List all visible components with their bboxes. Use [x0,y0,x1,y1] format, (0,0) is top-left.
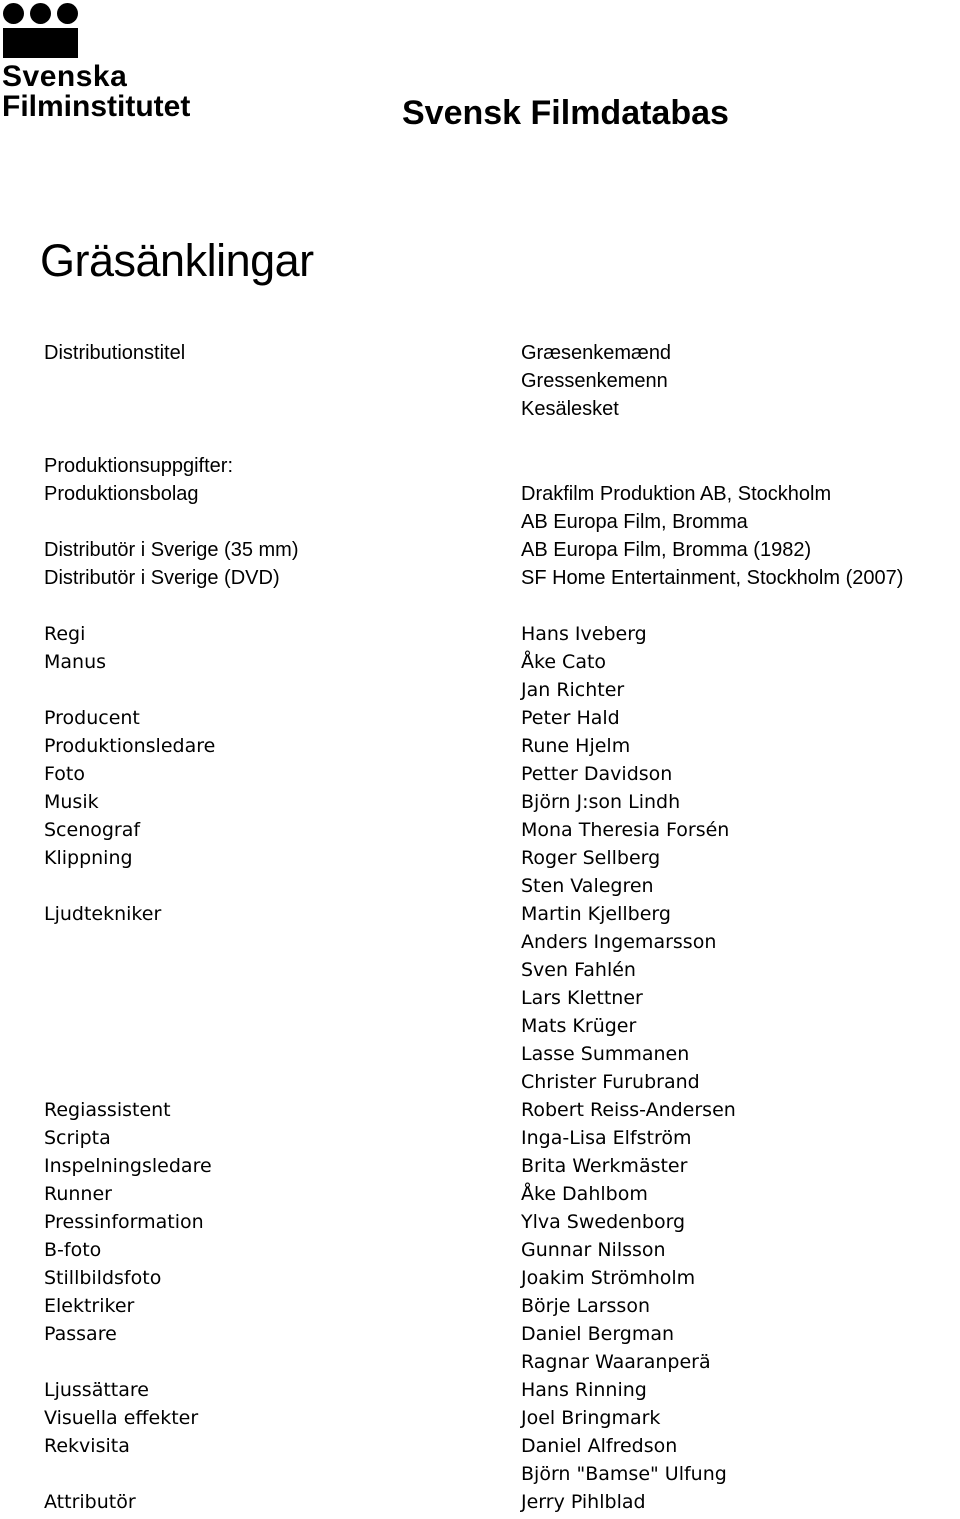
credit-row [0,872,960,900]
svenska-filminstitutet-logo [0,0,210,130]
credit-role: Produktionsledare [44,735,216,757]
credit-role: Manus [44,651,107,673]
credit-row [0,1208,960,1236]
distribution-title-value: Græsenkemænd [521,342,672,364]
logo-dot [57,3,78,24]
credit-row [0,788,960,816]
credit-row [0,1264,960,1292]
credit-row [0,760,960,788]
credit-name: Lasse Summanen [521,1043,690,1065]
credit-name: Mona Theresia Forsén [521,819,730,841]
credit-row [0,1124,960,1152]
production-row [0,480,960,508]
credit-row [0,1152,960,1180]
logo-text-line2: Filminstitutet [2,90,191,123]
credit-row [0,704,960,732]
credit-name: Christer Furubrand [521,1071,700,1093]
credit-row [0,1236,960,1264]
credit-row [0,1376,960,1404]
distribution-title-label: Distributionstitel [44,342,186,364]
credit-name: Joel Bringmark [521,1407,661,1429]
credit-row [0,844,960,872]
distribution-title-row [0,367,960,395]
logo-dot [3,3,24,24]
credit-row [0,1180,960,1208]
credit-row [0,956,960,984]
credit-role: Regiassistent [44,1099,171,1121]
production-row [0,564,960,592]
production-label: Distributör i Sverige (DVD) [44,567,280,589]
credit-name: Brita Werkmäster [521,1155,688,1177]
credit-row [0,1096,960,1124]
production-label: Produktionsbolag [44,483,199,505]
credit-name: Rune Hjelm [521,735,631,757]
credit-role: Inspelningsledare [44,1155,212,1177]
credit-role: Runner [44,1183,112,1205]
credit-role: Stillbildsfoto [44,1267,162,1289]
credit-row [0,1292,960,1320]
credit-name: Petter Davidson [521,763,673,785]
credit-role: Ljussättare [44,1379,149,1401]
credit-role: B-foto [44,1239,102,1261]
credit-row [0,1488,960,1516]
credit-role: Foto [44,763,85,785]
credit-name: Roger Sellberg [521,847,661,869]
credit-role: Passare [44,1323,117,1345]
credit-name: Gunnar Nilsson [521,1239,666,1261]
credit-row [0,732,960,760]
production-value: AB Europa Film, Bromma (1982) [521,539,812,561]
credit-row [0,648,960,676]
credit-row [0,1404,960,1432]
credit-name: Hans Rinning [521,1379,647,1401]
credit-name: Mats Krüger [521,1015,637,1037]
credit-name: Björn "Bamse" Ulfung [521,1463,727,1485]
credit-role: Rekvisita [44,1435,130,1457]
production-heading: Produktionsuppgifter: [44,455,234,477]
production-label: Distributör i Sverige (35 mm) [44,539,299,561]
credit-role: Klippning [44,847,133,869]
credit-name: Martin Kjellberg [521,903,671,925]
credit-name: Ragnar Waaranperä [521,1351,711,1373]
credit-role: Scenograf [44,819,141,841]
credit-name: Sven Fahlén [521,959,636,981]
credit-role: Musik [44,791,99,813]
film-title: Gräsänklingar [40,235,314,286]
credit-role: Producent [44,707,140,729]
distribution-title-value: Gressenkemenn [521,370,668,392]
production-value: Drakfilm Produktion AB, Stockholm [521,483,832,505]
credit-row [0,1320,960,1348]
production-row [0,508,960,536]
credit-row [0,984,960,1012]
production-value: SF Home Entertainment, Stockholm (2007) [521,567,904,589]
credit-row [0,1460,960,1488]
credit-name: Anders Ingemarsson [521,931,717,953]
production-value: AB Europa Film, Bromma [521,511,748,533]
credit-name: Inga-Lisa Elfström [521,1127,692,1149]
credit-name: Åke Dahlbom [521,1183,648,1205]
credit-row [0,620,960,648]
credit-name: Peter Hald [521,707,620,729]
credit-name: Robert Reiss-Andersen [521,1099,736,1121]
credit-row [0,1348,960,1376]
distribution-title-row [0,339,960,367]
credit-row [0,1068,960,1096]
credit-role: Visuella effekter [44,1407,199,1429]
distribution-title-row [0,395,960,423]
credit-name: Hans Iveberg [521,623,647,645]
credit-role: Pressinformation [44,1211,204,1233]
credit-name: Daniel Alfredson [521,1435,678,1457]
database-title: Svensk Filmdatabas [402,94,729,132]
credit-row [0,676,960,704]
credit-name: Jerry Pihlblad [521,1491,646,1513]
credit-name: Björn J:son Lindh [521,791,681,813]
credit-row [0,1012,960,1040]
credit-role: Regi [44,623,86,645]
credit-row [0,816,960,844]
credit-name: Sten Valegren [521,875,654,897]
credit-name: Börje Larsson [521,1295,650,1317]
credit-name: Åke Cato [521,651,607,673]
credit-row [0,1040,960,1068]
credit-role: Scripta [44,1127,111,1149]
distribution-title-value: Kesälesket [521,398,619,420]
credit-role: Attributör [44,1491,136,1513]
credit-name: Joakim Strömholm [521,1267,696,1289]
credit-row [0,900,960,928]
credit-role: Ljudtekniker [44,903,162,925]
logo-bar [3,28,78,58]
credit-name: Lars Klettner [521,987,643,1009]
credit-row [0,928,960,956]
credit-name: Jan Richter [521,679,625,701]
credit-row [0,1432,960,1460]
production-row [0,536,960,564]
logo-dot [30,3,51,24]
credit-role: Elektriker [44,1295,135,1317]
credit-name: Daniel Bergman [521,1323,675,1345]
logo-text-line1: Svenska [2,60,128,93]
credit-name: Ylva Swedenborg [521,1211,686,1233]
